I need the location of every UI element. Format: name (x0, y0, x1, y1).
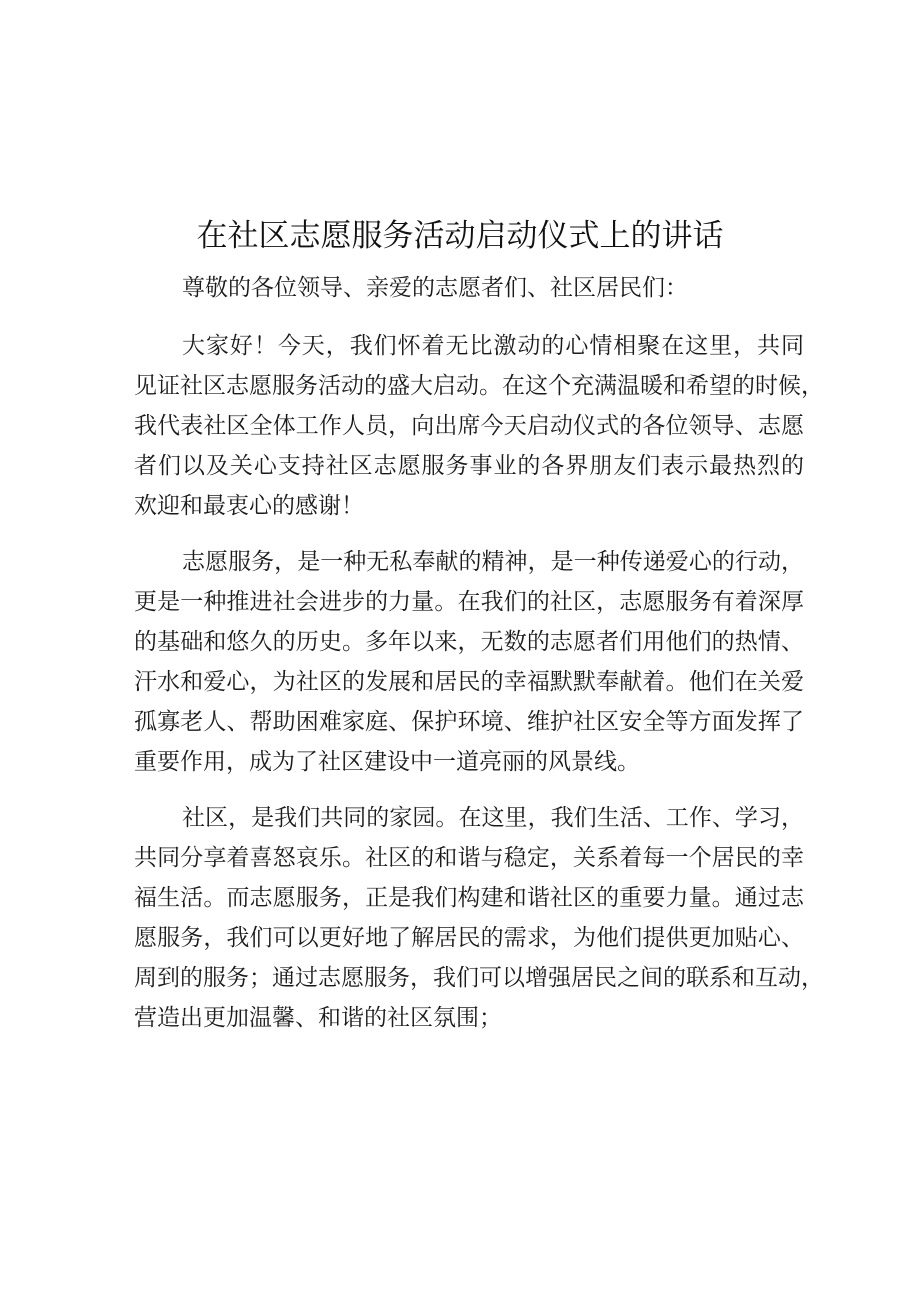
paragraph-line: 愿服务，我们可以更好地了解居民的需求，为他们提供更加贴心、 (134, 925, 804, 951)
paragraph-1 (134, 326, 824, 526)
paragraph-line: 的基础和悠久的历史。多年以来，无数的志愿者们用他们的热情、 (134, 629, 804, 655)
paragraph-line: 社区，是我们共同的家园。在这里，我们生活、工作、学习， (182, 805, 804, 831)
paragraph-line: 大家好！今天，我们怀着无比激动的心情相聚在这里，共同 (182, 333, 804, 359)
document-body (134, 268, 824, 1054)
paragraph-3 (134, 798, 824, 1038)
paragraph-line: 孤寡老人、帮助困难家庭、保护环境、维护社区安全等方面发挥了 (134, 709, 804, 735)
paragraph-line: 我代表社区全体工作人员，向出席今天启动仪式的各位领导、志愿 (134, 413, 804, 439)
paragraph-line: 志愿服务，是一种无私奉献的精神，是一种传递爱心的行动， (182, 549, 804, 575)
document-title: 在社区志愿服务活动启动仪式上的讲话 (196, 218, 724, 254)
paragraph-line: 福生活。而志愿服务，正是我们构建和谐社区的重要力量。通过志 (134, 885, 804, 911)
paragraph-line: 营造出更加温馨、和谐的社区氛围； (134, 1005, 502, 1031)
paragraph-line: 共同分享着喜怒哀乐。社区的和谐与稳定，关系着每一个居民的幸 (134, 845, 804, 871)
paragraph-line: 见证社区志愿服务活动的盛大启动。在这个充满温暖和希望的时候， (134, 373, 824, 399)
paragraph-line: 重要作用，成为了社区建设中一道亮丽的风景线。 (134, 749, 640, 775)
paragraph-line: 更是一种推进社会进步的力量。在我们的社区，志愿服务有着深厚 (134, 589, 804, 615)
paragraph-2 (134, 542, 804, 782)
paragraph-line: 周到的服务；通过志愿服务，我们可以增强居民之间的联系和互动， (134, 965, 824, 991)
paragraph-line: 汗水和爱心，为社区的发展和居民的幸福默默奉献着。他们在关爱 (134, 669, 804, 695)
paragraph-line: 欢迎和最衷心的感谢！ (134, 493, 364, 519)
paragraph-line: 者们以及关心支持社区志愿服务事业的各界朋友们表示最热烈的 (134, 453, 804, 479)
salutation: 尊敬的各位领导、亲爱的志愿者们、社区居民们： (182, 275, 688, 301)
